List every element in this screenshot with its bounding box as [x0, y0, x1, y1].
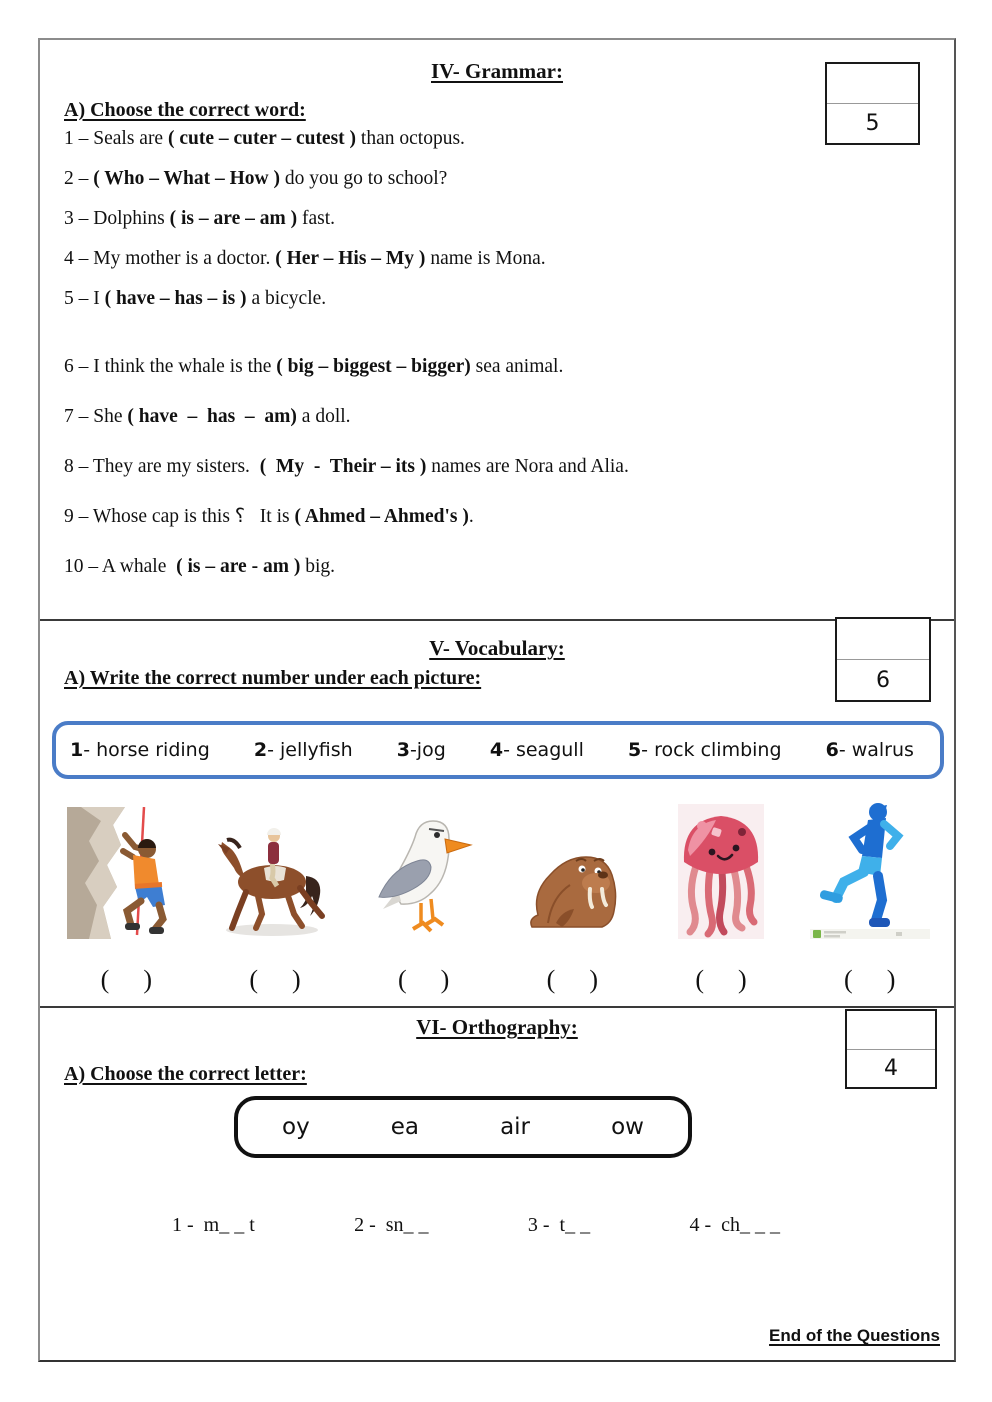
fill-in-4: 4 - ch_ _ _	[689, 1214, 780, 1236]
paren-close: )	[589, 965, 599, 994]
question-text: names are Nora and Alia.	[426, 456, 629, 477]
end-of-questions-note: End of the Questions	[769, 1326, 940, 1345]
question-choices: ( have – has – am)	[127, 406, 297, 427]
letter-option-4: ow	[611, 1114, 644, 1140]
grammar-question-9	[64, 503, 930, 531]
paren-open: (	[249, 965, 258, 994]
worksheet-page	[38, 38, 956, 1362]
question-text: a doll.	[296, 406, 351, 427]
grammar-question-6	[64, 353, 930, 381]
picture-horse-riding	[201, 824, 350, 939]
grammar-question-list	[64, 125, 930, 581]
answer-slot-1	[52, 965, 201, 995]
answer-slot-4	[498, 965, 647, 995]
seagull-image	[371, 809, 476, 939]
word-bank-item-2	[254, 739, 353, 761]
picture-seagull	[349, 809, 498, 939]
paren-close: )	[440, 965, 450, 994]
paren-open: (	[546, 965, 556, 994]
question-text: 7 – She	[64, 406, 128, 427]
question-text: name is Mona.	[425, 248, 546, 269]
question-text: a bicycle.	[246, 288, 327, 309]
answer-slot-3	[349, 965, 498, 995]
question-choices: ( cute – cuter – cutest )	[167, 128, 357, 149]
jellyfish-image	[678, 804, 764, 939]
grammar-question-4	[64, 245, 930, 273]
word-bank-label: - rock climbing	[641, 739, 782, 761]
word-bank-number: 1	[70, 739, 84, 761]
word-bank-item-5	[628, 739, 782, 761]
grammar-subtitle: A) Choose the correct word:	[64, 99, 306, 121]
question-text: 2 –	[64, 168, 94, 189]
pictures-row	[52, 801, 944, 939]
grammar-score-value: 5	[865, 111, 880, 136]
fill-in-row	[64, 1214, 930, 1237]
word-bank-item-6	[826, 739, 914, 761]
letter-option-3: air	[500, 1114, 531, 1140]
answer-slot-2	[201, 965, 350, 995]
paren-close: )	[738, 965, 747, 994]
grammar-question-2	[64, 165, 930, 193]
question-text: 4 – My mother is a doctor.	[64, 248, 276, 269]
word-bank-item-3	[397, 739, 446, 761]
question-choices: ( is – are – am )	[169, 208, 298, 229]
section-grammar	[40, 40, 954, 619]
question-choices: ( Her – His – My )	[275, 248, 426, 269]
word-bank-label: - seagull	[503, 739, 584, 761]
orthography-score-value: 4	[884, 1055, 898, 1081]
word-bank-item-1	[70, 739, 210, 761]
question-text: 3 – Dolphins	[64, 208, 170, 229]
grammar-question-8	[64, 453, 930, 481]
question-choices: ( My - Their – its )	[259, 456, 427, 477]
vocabulary-subtitle: A) Write the correct number under each picture:	[64, 667, 482, 689]
paren-open: (	[695, 965, 705, 994]
picture-rock-climbing	[52, 807, 201, 939]
grammar-score-empty-cell	[827, 64, 918, 104]
paren-close: )	[292, 965, 301, 994]
question-text: 9 – Whose cap is this ؟ It is	[64, 506, 295, 527]
question-choices: ( Who – What – How )	[93, 168, 280, 189]
horse-riding-image	[210, 824, 340, 939]
orthography-title: VI- Orthography:	[416, 1015, 578, 1039]
vocabulary-score-value: 6	[876, 667, 890, 693]
grammar-question-5	[64, 285, 930, 313]
fill-in-1: 1 - m_ _ t	[172, 1214, 255, 1236]
question-choices: ( have – has – is )	[104, 288, 247, 309]
word-bank-number: 6	[825, 739, 839, 761]
orthography-subtitle: A) Choose the correct letter:	[64, 1063, 307, 1085]
question-text: 10 – A whale	[64, 556, 177, 577]
vocabulary-score-empty-cell	[837, 619, 929, 660]
question-choices: ( Ahmed – Ahmed's )	[294, 506, 469, 527]
question-text: big.	[300, 556, 335, 577]
paren-open: (	[398, 965, 407, 994]
rock-climbing-image	[67, 807, 185, 939]
word-bank-number: 5	[627, 739, 642, 761]
question-choices: ( big – biggest – bigger)	[276, 356, 471, 377]
letter-option-1: oy	[282, 1114, 310, 1140]
word-bank-label: - walrus	[838, 739, 914, 761]
section-orthography	[40, 1006, 954, 1362]
question-choices: ( is – are - am )	[176, 556, 301, 577]
question-text: do you go to school?	[279, 168, 448, 189]
grammar-question-3	[64, 205, 930, 233]
jogging-image	[810, 796, 930, 939]
question-text: 6 – I think the whale is the	[64, 356, 277, 377]
vocabulary-score-box	[835, 617, 931, 702]
orthography-score-box	[845, 1009, 937, 1089]
grammar-question-10	[64, 553, 930, 581]
answer-slot-6	[795, 965, 944, 995]
picture-jogging	[795, 796, 944, 939]
picture-walrus	[498, 831, 647, 939]
grammar-question-1	[64, 125, 930, 153]
section-vocabulary	[40, 619, 954, 1006]
word-bank-label: - horse riding	[83, 739, 210, 761]
letter-options-box	[234, 1096, 692, 1158]
word-bank-box	[52, 721, 944, 779]
grammar-title: IV- Grammar:	[431, 59, 563, 83]
answer-parentheses-row	[52, 965, 944, 995]
word-bank-number: 3	[396, 739, 410, 761]
picture-jellyfish	[647, 804, 796, 939]
orthography-score-empty-cell	[847, 1011, 935, 1050]
word-bank-number: 4	[489, 739, 504, 761]
word-bank-label: - jellyfish	[267, 739, 353, 761]
paren-close: )	[143, 965, 152, 994]
grammar-score-box	[825, 62, 920, 145]
grammar-question-7	[64, 403, 930, 431]
fill-in-3: 3 - t_ _	[527, 1214, 591, 1236]
question-text: fast.	[297, 208, 335, 229]
paren-close: )	[886, 965, 896, 994]
question-text: .	[468, 506, 474, 527]
letter-option-2: ea	[390, 1114, 419, 1140]
paren-open: (	[100, 965, 110, 994]
answer-slot-5	[647, 965, 796, 995]
question-text: 8 – They are my sisters.	[64, 456, 260, 477]
vocabulary-title: V- Vocabulary:	[429, 636, 565, 660]
question-text: 5 – I	[64, 288, 105, 309]
word-bank-item-4	[490, 739, 584, 761]
walrus-image	[522, 831, 622, 939]
paren-open: (	[844, 965, 853, 994]
fill-in-2: 2 - sn_ _	[354, 1214, 429, 1236]
question-text: than octopus.	[356, 128, 465, 149]
word-bank-label: -jog	[409, 739, 446, 761]
word-bank-number: 2	[253, 739, 268, 761]
question-text: 1 – Seals are	[64, 128, 168, 149]
question-text: sea animal.	[470, 356, 564, 377]
